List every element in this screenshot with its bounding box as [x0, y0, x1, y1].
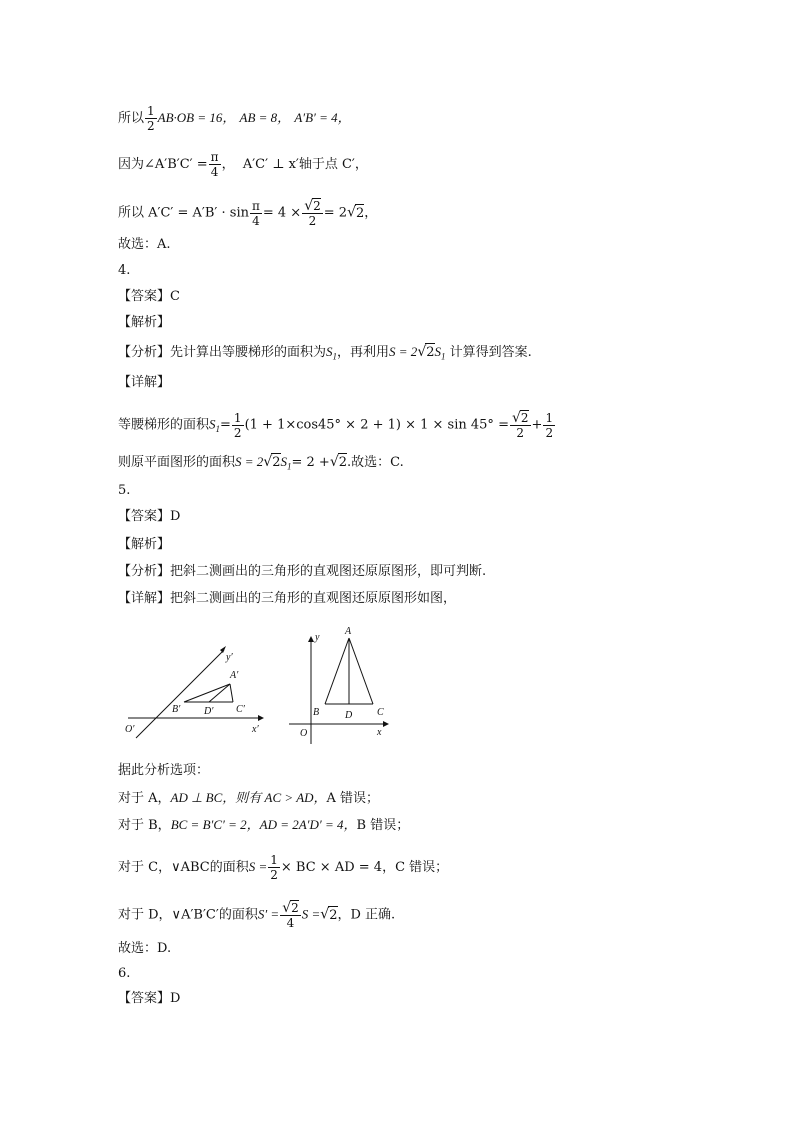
formula: S	[280, 454, 287, 469]
fraction	[145, 104, 157, 133]
text: 对于 A，	[118, 791, 171, 806]
subscript: 1	[287, 461, 292, 472]
denominator: 4	[210, 165, 219, 179]
formula: (1 + 1×cos45° × 2 + 1) × 1 × sin 45° =	[244, 417, 509, 433]
formula: S =	[301, 906, 321, 922]
label-y: y	[315, 632, 320, 643]
formula: BC = B′C′ = 2，AD = 2A′D′ = 4，	[170, 817, 357, 832]
fraction	[209, 150, 221, 179]
text: A 错误；	[326, 791, 380, 806]
radicand: 2	[426, 345, 435, 360]
text: 对于 D，∨A′B′C′的面积	[118, 907, 258, 923]
segment-BA	[184, 684, 230, 702]
fraction	[280, 900, 301, 930]
analysis-4: 【解析】	[118, 315, 171, 330]
formula: S = 2	[389, 344, 418, 359]
label-B: B	[313, 707, 320, 718]
line-5: 4.	[118, 263, 131, 278]
analysis-5: 【解析】	[118, 537, 171, 552]
radicand: 2	[329, 907, 338, 923]
detail-4: 【详解】	[118, 375, 171, 390]
label-O: O	[300, 728, 308, 739]
formula: S′ =	[257, 906, 280, 922]
text: 对于 C，∨ABC的面积	[118, 860, 249, 875]
line-2	[118, 150, 368, 179]
formula: × BC × AD = 4，C 错误；	[280, 860, 449, 875]
line-3: 所以 A′C′ = A′B′ · sin $\frac{\pi}{4}$ = 4 × $\frac{√2}{2}$ = 2√2，	[118, 198, 378, 228]
option-C	[118, 853, 448, 882]
answer-5: 【答案】D	[118, 509, 181, 524]
original-figure	[285, 624, 395, 746]
formula: S =	[248, 859, 268, 874]
label-x: x′	[252, 724, 259, 735]
label-A: A	[345, 626, 352, 637]
label-C: C′	[236, 704, 245, 715]
text: ，D 正确.	[337, 907, 396, 923]
denominator: 2	[516, 426, 525, 440]
line-12: 5.	[118, 483, 131, 498]
text: 则原平面图形的面积	[118, 455, 236, 470]
denominator: 4	[252, 213, 260, 228]
radicand: 2	[313, 199, 321, 213]
answer-6: 【答案】D	[118, 991, 181, 1006]
label-O: O′	[125, 724, 135, 735]
numerator: π	[210, 150, 219, 164]
formula: S	[209, 416, 216, 432]
text: 【分析】先计算出等腰梯形的面积为	[118, 345, 327, 360]
denominator: 2	[233, 425, 242, 440]
formula: S	[434, 344, 442, 359]
numerator: 1	[545, 410, 554, 425]
line-10	[118, 410, 556, 440]
formula: AB = 8，	[239, 110, 291, 125]
line-4: 故选：A.	[118, 237, 171, 252]
numerator: 1	[270, 853, 278, 867]
label-D: D′	[204, 706, 214, 717]
denominator: 2	[545, 425, 554, 440]
denominator: 2	[147, 119, 155, 133]
fraction	[250, 199, 262, 228]
label-x: x	[377, 727, 382, 738]
text: = 4 ×	[262, 205, 302, 221]
subscript: 1	[215, 424, 221, 435]
text: ，	[221, 157, 235, 172]
fraction	[268, 853, 280, 882]
text: = 2	[323, 205, 348, 221]
line-22: 故选：D.	[118, 941, 172, 956]
numerator: 1	[147, 104, 155, 118]
text: ，再利用	[337, 345, 390, 360]
segment-AC	[349, 638, 373, 704]
label-D: D	[345, 710, 353, 721]
text: 等腰梯形的面积	[118, 417, 210, 433]
fraction	[510, 410, 531, 440]
label-A: A′	[230, 670, 239, 681]
label-y: y′	[226, 652, 233, 663]
text: 对于 B，	[118, 818, 171, 833]
option-A	[118, 789, 379, 808]
line-16: 【详解】把斜二测画出的三角形的直观图还原原图形如图，	[118, 591, 457, 606]
text: +	[531, 417, 543, 433]
line-11: 则原平面图形的面积$S = 2√2S_1= 2 +√2$.故选：C.	[118, 454, 404, 472]
line-1	[118, 104, 351, 133]
numerator: √2	[304, 198, 321, 214]
denominator: 2	[270, 868, 278, 882]
radicand: 2	[355, 205, 365, 221]
segment-DA	[209, 684, 230, 702]
numerator: √2	[511, 410, 529, 426]
formula: AB·OB = 16，	[157, 110, 236, 125]
formula: A′B′ = 4，	[294, 110, 351, 125]
fraction	[543, 411, 555, 440]
option-B	[118, 816, 409, 835]
text: B 错误；	[356, 818, 410, 833]
numerator: √2	[282, 900, 299, 916]
radicand: 2	[338, 455, 348, 470]
text: = 2 +	[291, 455, 330, 470]
label-B: B′	[172, 704, 181, 715]
segment-AB	[325, 638, 349, 704]
y-prime-axis	[136, 650, 224, 738]
segment-AC	[230, 684, 233, 702]
radicand: 2	[272, 455, 281, 470]
fraction	[232, 411, 244, 440]
text: 计算得到答案.	[449, 345, 532, 360]
formula: S	[326, 344, 333, 359]
radicand: 2	[291, 901, 299, 915]
subscript: 1	[332, 351, 338, 362]
denominator: 4	[286, 916, 295, 930]
text: 因为∠A′B′C′ =	[118, 157, 208, 172]
x-arrow	[258, 715, 264, 721]
line-15: 【分析】把斜二测画出的三角形的直观图还原原图形，即可判断.	[118, 564, 487, 579]
text: A′C′ ⊥ x′轴于点 C′，	[242, 157, 368, 172]
y-arrow	[308, 636, 314, 642]
text: 所以	[118, 111, 145, 126]
text: 所以 A′C′ = A′B′ · sin	[118, 205, 249, 221]
radicand: 2	[520, 411, 529, 425]
text: ，	[364, 205, 378, 221]
line-23: 6.	[118, 966, 131, 981]
equals: =	[220, 417, 231, 433]
numerator: π	[251, 198, 260, 213]
fraction	[302, 198, 323, 228]
oblique-figure	[120, 638, 270, 743]
subscript: 1	[441, 351, 446, 362]
line-8: 【分析】先计算出等腰梯形的面积为$S_1$，再利用$S = 2√2S_1$ 计算得到答案.	[118, 344, 532, 362]
label-C: C	[377, 707, 384, 718]
formula: S = 2	[235, 454, 264, 469]
numerator: 1	[233, 410, 242, 425]
text: .故选：C.	[347, 455, 404, 470]
x-arrow	[383, 721, 389, 727]
answer-4: 【答案】C	[118, 289, 180, 304]
line-17: 据此分析选项：	[118, 763, 210, 778]
denominator: 2	[308, 214, 317, 228]
formula: AD ⊥ BC，则有 AC > AD，	[170, 790, 327, 805]
option-D: 对于 D，∨A′B′C′的面积S′ = $\frac{√2}{4}$ S =√2，D 正确.	[118, 900, 396, 930]
